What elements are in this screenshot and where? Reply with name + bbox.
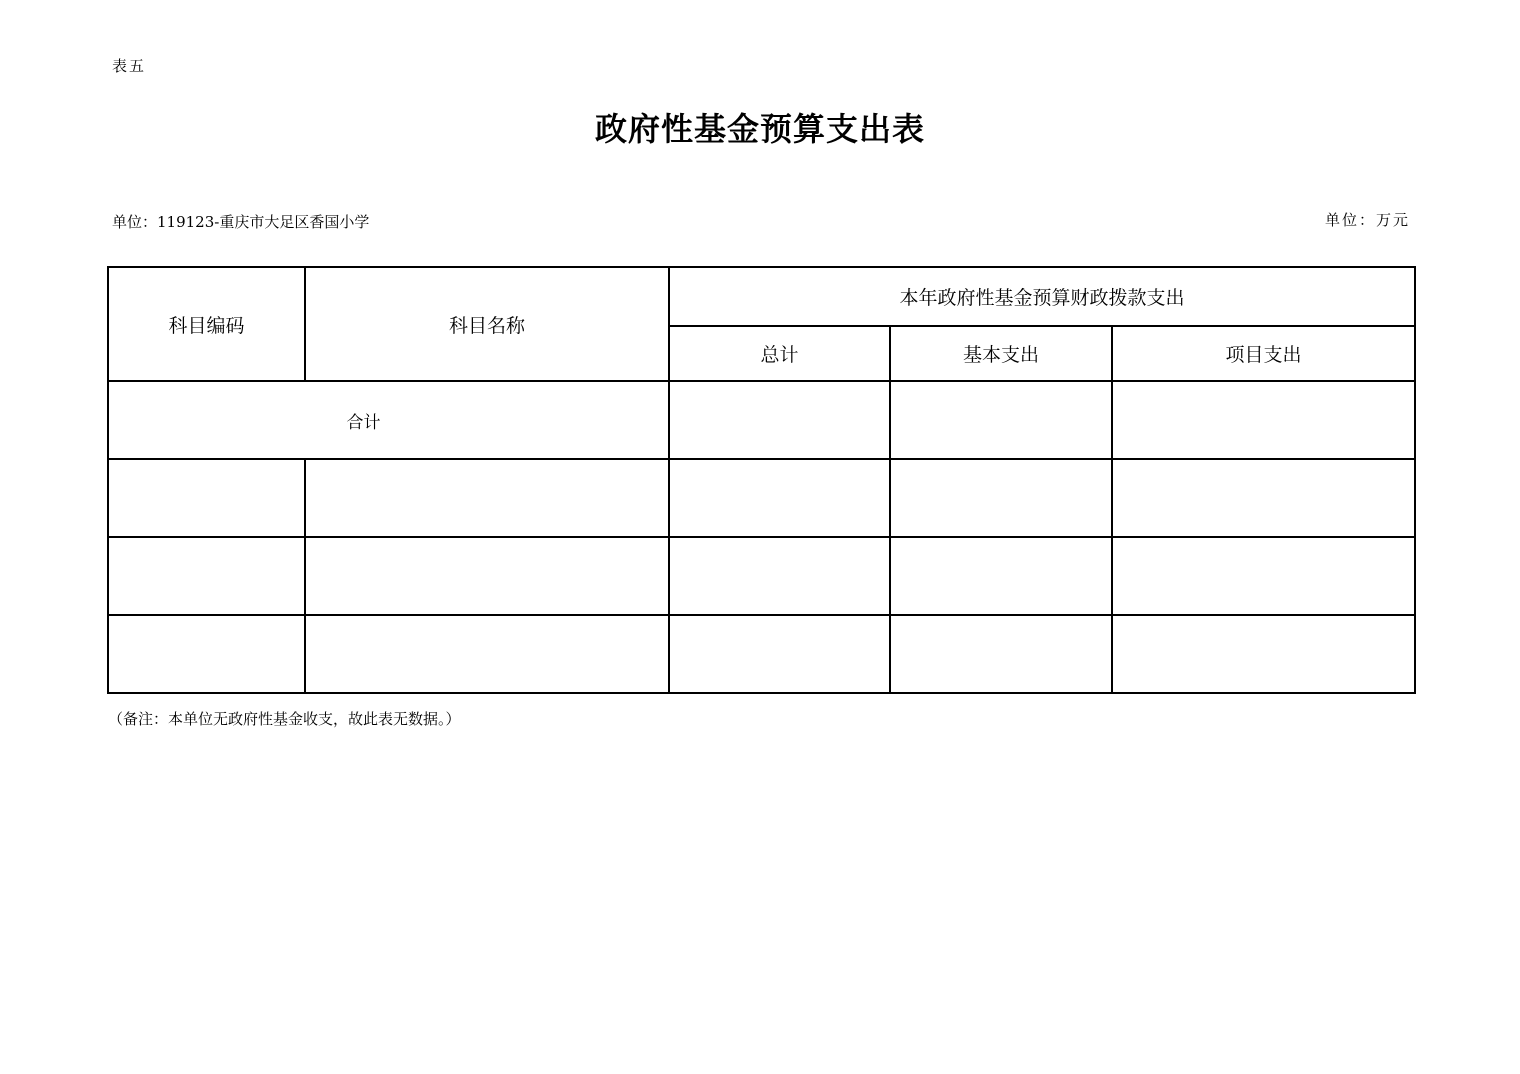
table-row <box>108 537 1415 615</box>
header-subject-name: 科目名称 <box>305 267 669 381</box>
header-basic-expenditure: 基本支出 <box>890 326 1112 381</box>
cell-project <box>1112 537 1415 615</box>
total-cell-total <box>669 381 890 459</box>
cell-total <box>669 615 890 693</box>
cell-basic <box>890 615 1112 693</box>
page-title: 政府性基金预算支出表 <box>594 110 925 148</box>
cell-basic <box>890 537 1112 615</box>
cell-name <box>305 459 669 537</box>
header-fund-expenditure-group: 本年政府性基金预算财政拨款支出 <box>669 267 1415 326</box>
header-project-expenditure: 项目支出 <box>1112 326 1415 381</box>
table-row <box>108 615 1415 693</box>
total-row-label: 合计 <box>108 381 669 459</box>
cell-name <box>305 537 669 615</box>
cell-basic <box>890 459 1112 537</box>
cell-total <box>669 459 890 537</box>
table-row <box>108 459 1415 537</box>
header-subject-code: 科目编码 <box>108 267 305 381</box>
currency-unit: 单位：万元 <box>1324 211 1410 229</box>
cell-project <box>1112 459 1415 537</box>
header-total: 总计 <box>669 326 890 381</box>
total-cell-project <box>1112 381 1415 459</box>
cell-name <box>305 615 669 693</box>
cell-code <box>108 459 305 537</box>
table-number-label: 表五 <box>112 57 147 75</box>
total-cell-basic <box>890 381 1112 459</box>
cell-code <box>108 615 305 693</box>
header-row-1 <box>108 267 1415 326</box>
budget-table <box>107 266 1416 694</box>
cell-code <box>108 537 305 615</box>
footnote: （备注：本单位无政府性基金收支，故此表无数据。） <box>108 710 461 728</box>
total-row <box>108 381 1415 459</box>
cell-total <box>669 537 890 615</box>
organization-unit: 单位：119123-重庆市大足区香国小学 <box>112 213 370 231</box>
cell-project <box>1112 615 1415 693</box>
